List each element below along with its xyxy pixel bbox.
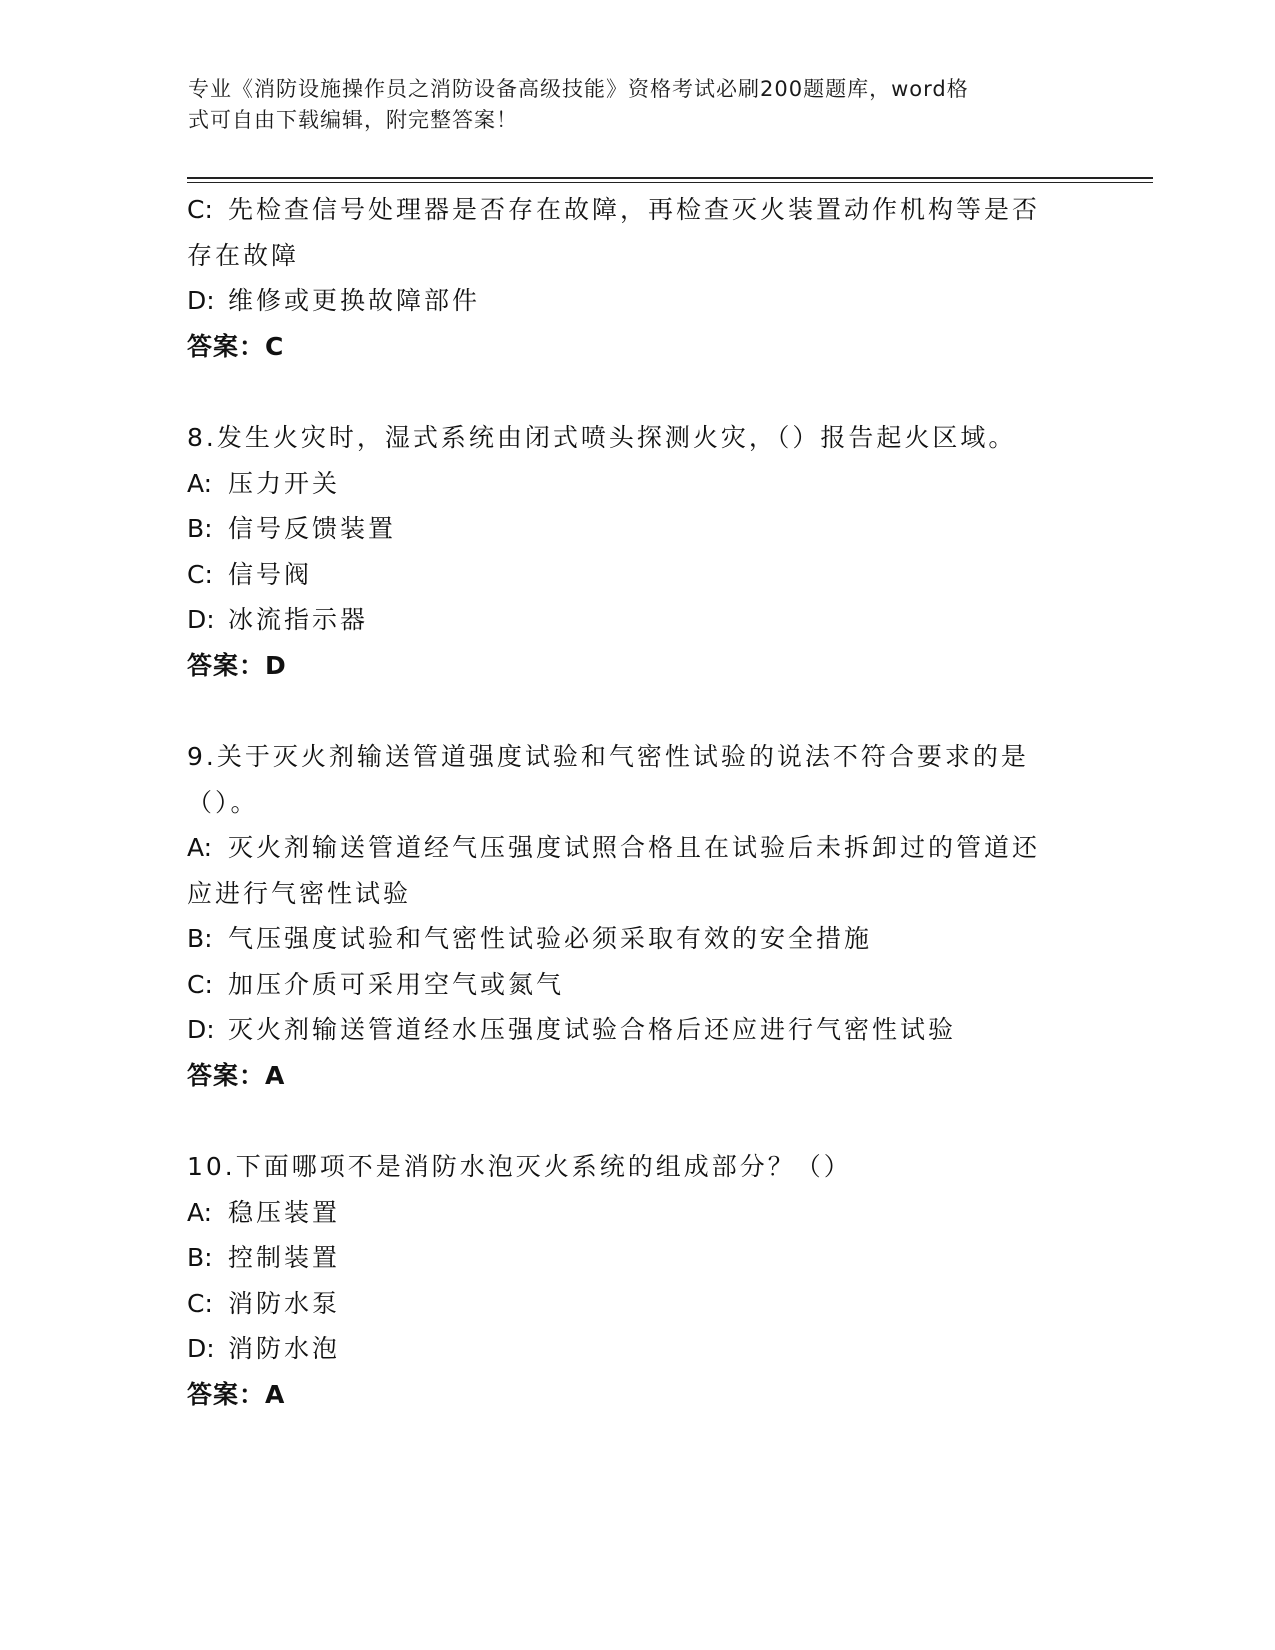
option-text: 信号阀 xyxy=(228,559,313,589)
option-marker: A: xyxy=(187,833,213,862)
document-header xyxy=(188,74,1088,136)
option-text: 控制装置 xyxy=(228,1243,341,1272)
header-line-1: 专业《消防设施操作员之消防设备高级技能》资格考试必刷200题题库，word格 xyxy=(188,77,969,101)
option-marker: D: xyxy=(187,1015,215,1044)
spacer xyxy=(187,1098,1087,1144)
option-c xyxy=(187,552,1087,598)
question-block xyxy=(187,415,1087,688)
option-text: 压力开关 xyxy=(228,468,341,498)
option-marker: D: xyxy=(187,286,215,315)
option-d xyxy=(187,1326,1087,1372)
option-marker: A: xyxy=(187,1197,213,1227)
option-text: 气压强度试验和气密性试验必须采取有效的安全措施 xyxy=(228,924,873,953)
option-d xyxy=(187,1007,1087,1053)
option-a xyxy=(187,825,1087,871)
answer-line: 答案：D xyxy=(187,650,287,680)
option-a xyxy=(187,1190,1087,1236)
option-text: 灭火剂输送管道经水压强度试验合格后还应进行气密性试验 xyxy=(228,1015,957,1044)
question-stem-continued: （）。 xyxy=(187,787,259,817)
option-a xyxy=(187,461,1087,507)
option-marker: C: xyxy=(187,969,213,999)
question-content xyxy=(187,187,1087,1417)
option-marker: C: xyxy=(187,559,213,589)
option-text: 消防水泵 xyxy=(228,1288,341,1318)
option-text: 信号反馈装置 xyxy=(228,514,397,543)
option-d xyxy=(187,597,1087,643)
header-divider-thin xyxy=(187,182,1153,183)
answer-line: 答案：A xyxy=(187,1379,286,1409)
option-marker: B: xyxy=(187,924,213,953)
option-c xyxy=(187,962,1087,1008)
option-text-continued: 应进行气密性试验 xyxy=(187,878,412,908)
question-block xyxy=(187,734,1087,1098)
option-d xyxy=(187,278,1087,324)
option-marker: C: xyxy=(187,195,213,224)
spacer xyxy=(187,369,1087,415)
option-marker: A: xyxy=(187,468,213,498)
answer-line: 答案：C xyxy=(187,331,285,361)
option-c xyxy=(187,1281,1087,1327)
option-text: 稳压装置 xyxy=(228,1197,341,1227)
option-text: 灭火剂输送管道经气压强度试照合格且在试验后未拆卸过的管道还 xyxy=(228,833,1041,862)
option-marker: B: xyxy=(187,514,213,543)
answer-line: 答案：A xyxy=(187,1060,286,1090)
spacer xyxy=(187,688,1087,734)
option-text: 加压介质可采用空气或氮气 xyxy=(228,969,565,999)
header-line-2: 式可自由下载编辑，附完整答案！ xyxy=(188,108,518,132)
option-marker: D: xyxy=(187,1334,215,1363)
header-divider-thick xyxy=(187,177,1153,179)
option-b xyxy=(187,916,1087,962)
option-b xyxy=(187,1235,1087,1281)
option-text: 消防水泡 xyxy=(228,1334,341,1363)
question-block xyxy=(187,1144,1087,1417)
option-text: 冰流指示器 xyxy=(228,605,369,634)
option-text: 先检查信号处理器是否存在故障，再检查灭火装置动作机构等是否 xyxy=(228,195,1041,224)
option-marker: B: xyxy=(187,1243,213,1272)
option-b xyxy=(187,506,1087,552)
question-stem: 9.关于灭火剂输送管道强度试验和气密性试验的说法不符合要求的是 xyxy=(187,742,1029,771)
option-c xyxy=(187,187,1087,233)
question-stem: 10.下面哪项不是消防水泡灭火系统的组成部分？（） xyxy=(187,1152,852,1181)
option-marker: C: xyxy=(187,1288,213,1318)
option-text: 维修或更换故障部件 xyxy=(228,286,481,315)
option-text-continued: 存在故障 xyxy=(187,240,300,270)
question-stem: 8.发生火灾时，湿式系统由闭式喷头探测火灾，（）报告起火区域。 xyxy=(187,423,1017,452)
prev-question-block xyxy=(187,187,1087,369)
option-marker: D: xyxy=(187,605,215,634)
